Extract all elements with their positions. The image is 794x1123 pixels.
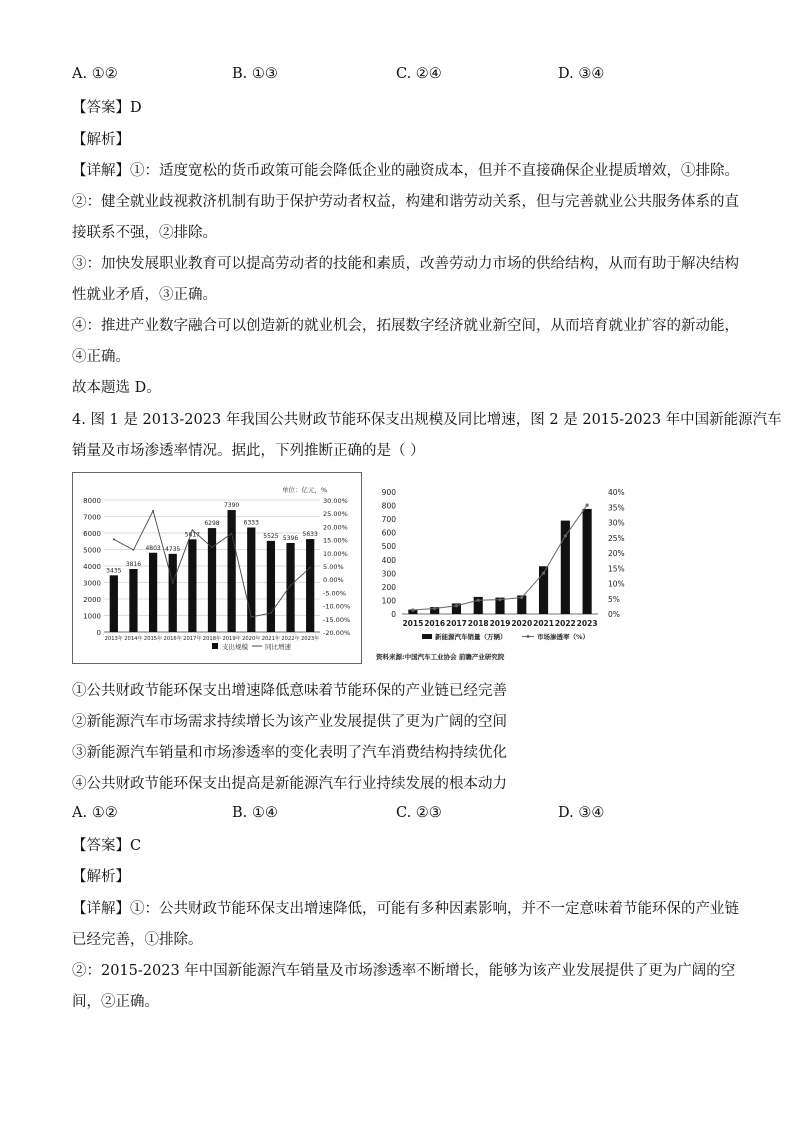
figure1-bar-label: 5633 bbox=[302, 531, 318, 539]
figure2-penetration-point bbox=[433, 607, 436, 610]
figure1-x-tick: 2017年 bbox=[183, 636, 202, 642]
figure2-x-tick: 2017 bbox=[446, 619, 467, 628]
figure2-legend-line-label: 市场渗透率（%） bbox=[537, 633, 590, 641]
figure1-y-right-tick: 15.00% bbox=[323, 536, 348, 545]
figure1-growth-point bbox=[309, 567, 311, 569]
figure1-growth-point bbox=[290, 584, 292, 586]
q3-answer: 【答案】D bbox=[72, 100, 142, 116]
figure2-y-right-tick: 30% bbox=[608, 518, 625, 528]
figure1-y-right-tick: 5.00% bbox=[323, 563, 344, 571]
figure2-legend-bar-label: 新能源汽车销量（万辆） bbox=[435, 633, 507, 641]
figure1-growth-point bbox=[250, 616, 252, 618]
figure2-chart bbox=[372, 484, 634, 664]
q3-line-1: 【详解】①：适度宽松的货币政策可能会降低企业的融资成本，但并不直接确保企业提质增效，①排除。 bbox=[72, 163, 739, 179]
q3-line-2: ②：健全就业歧视救济机制有助于保护劳动者权益，构建和谐劳动关系，但与完善就业公共服务体系的直 bbox=[72, 194, 739, 210]
figure2-legend-bar-swatch bbox=[422, 634, 432, 639]
figure1-x-tick: 2022年 bbox=[281, 636, 300, 642]
figure1-y-left-tick: 1000 bbox=[83, 612, 101, 621]
figure1-y-right-tick: 25.00% bbox=[323, 510, 348, 519]
figure1-bar bbox=[267, 541, 275, 632]
figure1-bar bbox=[110, 575, 118, 632]
figure2-x-tick: 2018 bbox=[467, 619, 489, 628]
figure2-y-left-tick: 400 bbox=[381, 555, 396, 565]
q4-statement-1: ①公共财政节能环保支出增速降低意味着节能环保的产业链已经完善 bbox=[72, 683, 507, 699]
figure1-x-tick: 2016年 bbox=[163, 636, 182, 642]
q3-line-4: ③：加快发展职业教育可以提高劳动者的技能和素质，改善劳动力市场的供给结构，从而有助于解决结构 bbox=[72, 256, 739, 272]
figure2-penetration-point bbox=[455, 604, 458, 607]
figure2-y-left-tick: 200 bbox=[381, 582, 396, 592]
figure1-x-tick: 2023年 bbox=[300, 636, 320, 642]
figure2-penetration-point bbox=[586, 504, 589, 507]
figure2-x-tick: 2020 bbox=[511, 619, 533, 628]
q4-stem-2: 销量及市场渗透率情况。据此，下列推断正确的是（ ） bbox=[72, 443, 425, 459]
figure1-y-right-tick: 0.00% bbox=[323, 576, 344, 585]
figure1-x-tick: 2014年 bbox=[124, 636, 143, 642]
figure1-bar bbox=[129, 569, 137, 632]
figure2-penetration-point bbox=[411, 608, 414, 611]
figure1-y-right-tick: 10.00% bbox=[323, 549, 348, 558]
figure1-bar bbox=[228, 510, 236, 632]
figure1-y-right-tick: -15.00% bbox=[323, 615, 351, 624]
q3-option-c: C. ②④ bbox=[396, 66, 442, 82]
figure2-x-tick: 2015 bbox=[402, 619, 424, 628]
figure2-legend-line-marker bbox=[527, 635, 530, 638]
figure1-bar-label: 5525 bbox=[263, 532, 279, 540]
figure1-y-right-tick: 20.00% bbox=[323, 523, 348, 532]
figure1-y-right-tick: 30.00% bbox=[323, 497, 348, 505]
figure1-y-right-tick: -10.00% bbox=[323, 602, 351, 611]
figure2-y-left-tick: 300 bbox=[381, 569, 396, 579]
figure2-y-right-tick: 25% bbox=[608, 533, 625, 543]
q4-option-a: A. ①② bbox=[72, 805, 118, 821]
figure1-y-left-tick: 4000 bbox=[83, 563, 101, 571]
q4-option-b: B. ①④ bbox=[232, 805, 278, 821]
figure2-penetration-point bbox=[564, 534, 567, 537]
figure1-unit-note: 单位：亿元，% bbox=[282, 486, 328, 494]
figure1-y-left-tick: 3000 bbox=[83, 579, 101, 588]
q4-line-4: 间，②正确。 bbox=[72, 994, 159, 1010]
figure1-growth-point bbox=[172, 582, 174, 584]
q4-statement-2: ②新能源汽车市场需求持续增长为该产业发展提供了更为广阔的空间 bbox=[72, 714, 507, 730]
figure2-x-tick: 2022 bbox=[554, 619, 576, 628]
figure1-bar bbox=[188, 539, 196, 632]
q3-jiexi: 【解析】 bbox=[72, 132, 130, 148]
figure1-x-tick: 2019年 bbox=[222, 636, 241, 642]
q4-jiexi: 【解析】 bbox=[72, 869, 130, 885]
figure2-penetration-point bbox=[520, 596, 523, 599]
figure1-bar-label: 3435 bbox=[106, 567, 122, 575]
q3-option-a: A. ①② bbox=[72, 66, 118, 82]
figure1-y-left-tick: 0 bbox=[96, 629, 101, 637]
q4-answer: 【答案】C bbox=[72, 838, 142, 854]
figure1-bar-label: 7390 bbox=[223, 502, 240, 510]
figure2-penetration-point bbox=[477, 599, 480, 602]
figure1-bar bbox=[169, 554, 177, 632]
figure1-x-tick: 2015年 bbox=[143, 636, 163, 642]
figure1-growth-point bbox=[270, 612, 272, 614]
figure2-penetration-point bbox=[498, 598, 501, 601]
figure1-x-tick: 2018年 bbox=[202, 636, 222, 642]
q4-line-1: 【详解】①：公共财政节能环保支出增速降低，可能有多种因素影响，并不一定意味着节能环保的产业链 bbox=[72, 901, 739, 917]
figure1-bar bbox=[149, 553, 157, 632]
figure2-y-left-tick: 900 bbox=[381, 488, 396, 497]
figure1-growth-point bbox=[211, 546, 213, 548]
q3-line-6: ④：推进产业数字融合可以创造新的就业机会，拓展数字经济就业新空间，从而培育就业扩容的新动能， bbox=[72, 318, 739, 334]
figure2-y-right-tick: 40% bbox=[608, 488, 625, 497]
figure2-x-tick: 2019 bbox=[489, 619, 511, 628]
figure1-bar-label: 3816 bbox=[125, 561, 142, 569]
figure2-y-right-tick: 0% bbox=[608, 610, 620, 619]
figure2-y-left-tick: 800 bbox=[381, 501, 396, 511]
figure1-x-tick: 2013年 bbox=[104, 636, 124, 642]
q4-statement-3: ③新能源汽车销量和市场渗透率的变化表明了汽车消费结构持续优化 bbox=[72, 745, 507, 761]
figure1-legend-bar-swatch bbox=[212, 643, 218, 649]
figure1-chart bbox=[72, 472, 362, 664]
figure1-y-left-tick: 8000 bbox=[83, 497, 101, 505]
figure2-y-right-tick: 5% bbox=[608, 594, 620, 604]
figure2-y-left-tick: 0 bbox=[391, 610, 396, 619]
figure1-y-left-tick: 2000 bbox=[83, 596, 101, 604]
q4-statement-4: ④公共财政节能环保支出提高是新能源汽车行业持续发展的根本动力 bbox=[72, 776, 507, 792]
q3-option-b: B. ①③ bbox=[232, 66, 278, 82]
figure2-y-right-tick: 15% bbox=[608, 564, 625, 574]
q4-line-3: ②：2015-2023 年中国新能源汽车销量及市场渗透率不断增长，能够为该产业发展提供了更为广阔的空 bbox=[72, 963, 736, 979]
figure2-x-tick: 2021 bbox=[533, 619, 554, 628]
figure2-y-right-tick: 10% bbox=[608, 579, 625, 589]
figure1-bar-label: 6298 bbox=[204, 520, 220, 528]
figure1-growth-point bbox=[231, 533, 233, 535]
q3-line-8: 故本题选 D。 bbox=[72, 380, 161, 396]
figure1-x-tick: 2020年 bbox=[242, 636, 261, 642]
figure2-x-tick: 2023 bbox=[576, 619, 598, 628]
figure1-x-tick: 2021年 bbox=[261, 636, 281, 642]
q4-option-c: C. ②③ bbox=[396, 805, 442, 821]
q4-option-d: D. ③④ bbox=[558, 805, 605, 821]
figure1-growth-point bbox=[152, 510, 154, 512]
figure1-bar-label: 5396 bbox=[282, 534, 299, 542]
figure2-bar bbox=[583, 509, 592, 614]
figure1-bar bbox=[208, 528, 216, 632]
figure1-bar-label: 4803 bbox=[145, 544, 161, 552]
figure1-legend-line-label: 同比增速 bbox=[265, 643, 291, 651]
q4-stem-1: 4. 图 1 是 2013-2023 年我国公共财政节能环保支出规模及同比增速，图 2 是 2015-2023 年中国新能源汽车 bbox=[72, 412, 782, 428]
figure1-growth-point bbox=[191, 529, 193, 531]
figure2-y-left-tick: 500 bbox=[381, 542, 396, 552]
figure1-growth-point bbox=[133, 549, 135, 551]
figure1-growth-point bbox=[113, 538, 115, 540]
figure1-bar-label: 6333 bbox=[243, 519, 259, 527]
figure2-y-right-tick: 35% bbox=[608, 503, 625, 513]
q3-option-d: D. ③④ bbox=[558, 66, 605, 82]
q3-options bbox=[72, 66, 732, 86]
figure1-y-right-tick: -20.00% bbox=[323, 629, 351, 637]
figure1-y-left-tick: 7000 bbox=[83, 513, 101, 522]
figure1-bar-label: 4735 bbox=[165, 545, 181, 553]
figure2-penetration-point bbox=[542, 572, 545, 575]
figure1-y-right-tick: -5.00% bbox=[323, 589, 346, 598]
figure1-bar bbox=[306, 539, 314, 632]
figure2-y-right-tick: 20% bbox=[608, 549, 625, 558]
figure1-bar-label: 5617 bbox=[184, 531, 201, 539]
q3-line-7: ④正确。 bbox=[72, 349, 130, 365]
figure1-y-left-tick: 6000 bbox=[83, 530, 101, 538]
figure2-y-left-tick: 100 bbox=[381, 596, 396, 606]
q3-line-3: 接联系不强，②排除。 bbox=[72, 225, 217, 241]
figure1-bar bbox=[286, 543, 294, 632]
figure2-source: 资料来源:中国汽车工业协会 前瞻产业研究院 bbox=[376, 653, 505, 661]
q4-options bbox=[72, 805, 732, 825]
figure1-y-left-tick: 5000 bbox=[83, 546, 101, 555]
q4-line-2: 已经完善，①排除。 bbox=[72, 932, 203, 948]
q3-line-5: 性就业矛盾，③正确。 bbox=[72, 287, 217, 303]
figure2-y-left-tick: 600 bbox=[381, 528, 396, 538]
figure2-y-left-tick: 700 bbox=[381, 515, 396, 525]
figure1-legend-bar-label: 支出规模 bbox=[222, 643, 248, 651]
figure2-x-tick: 2016 bbox=[424, 619, 446, 628]
